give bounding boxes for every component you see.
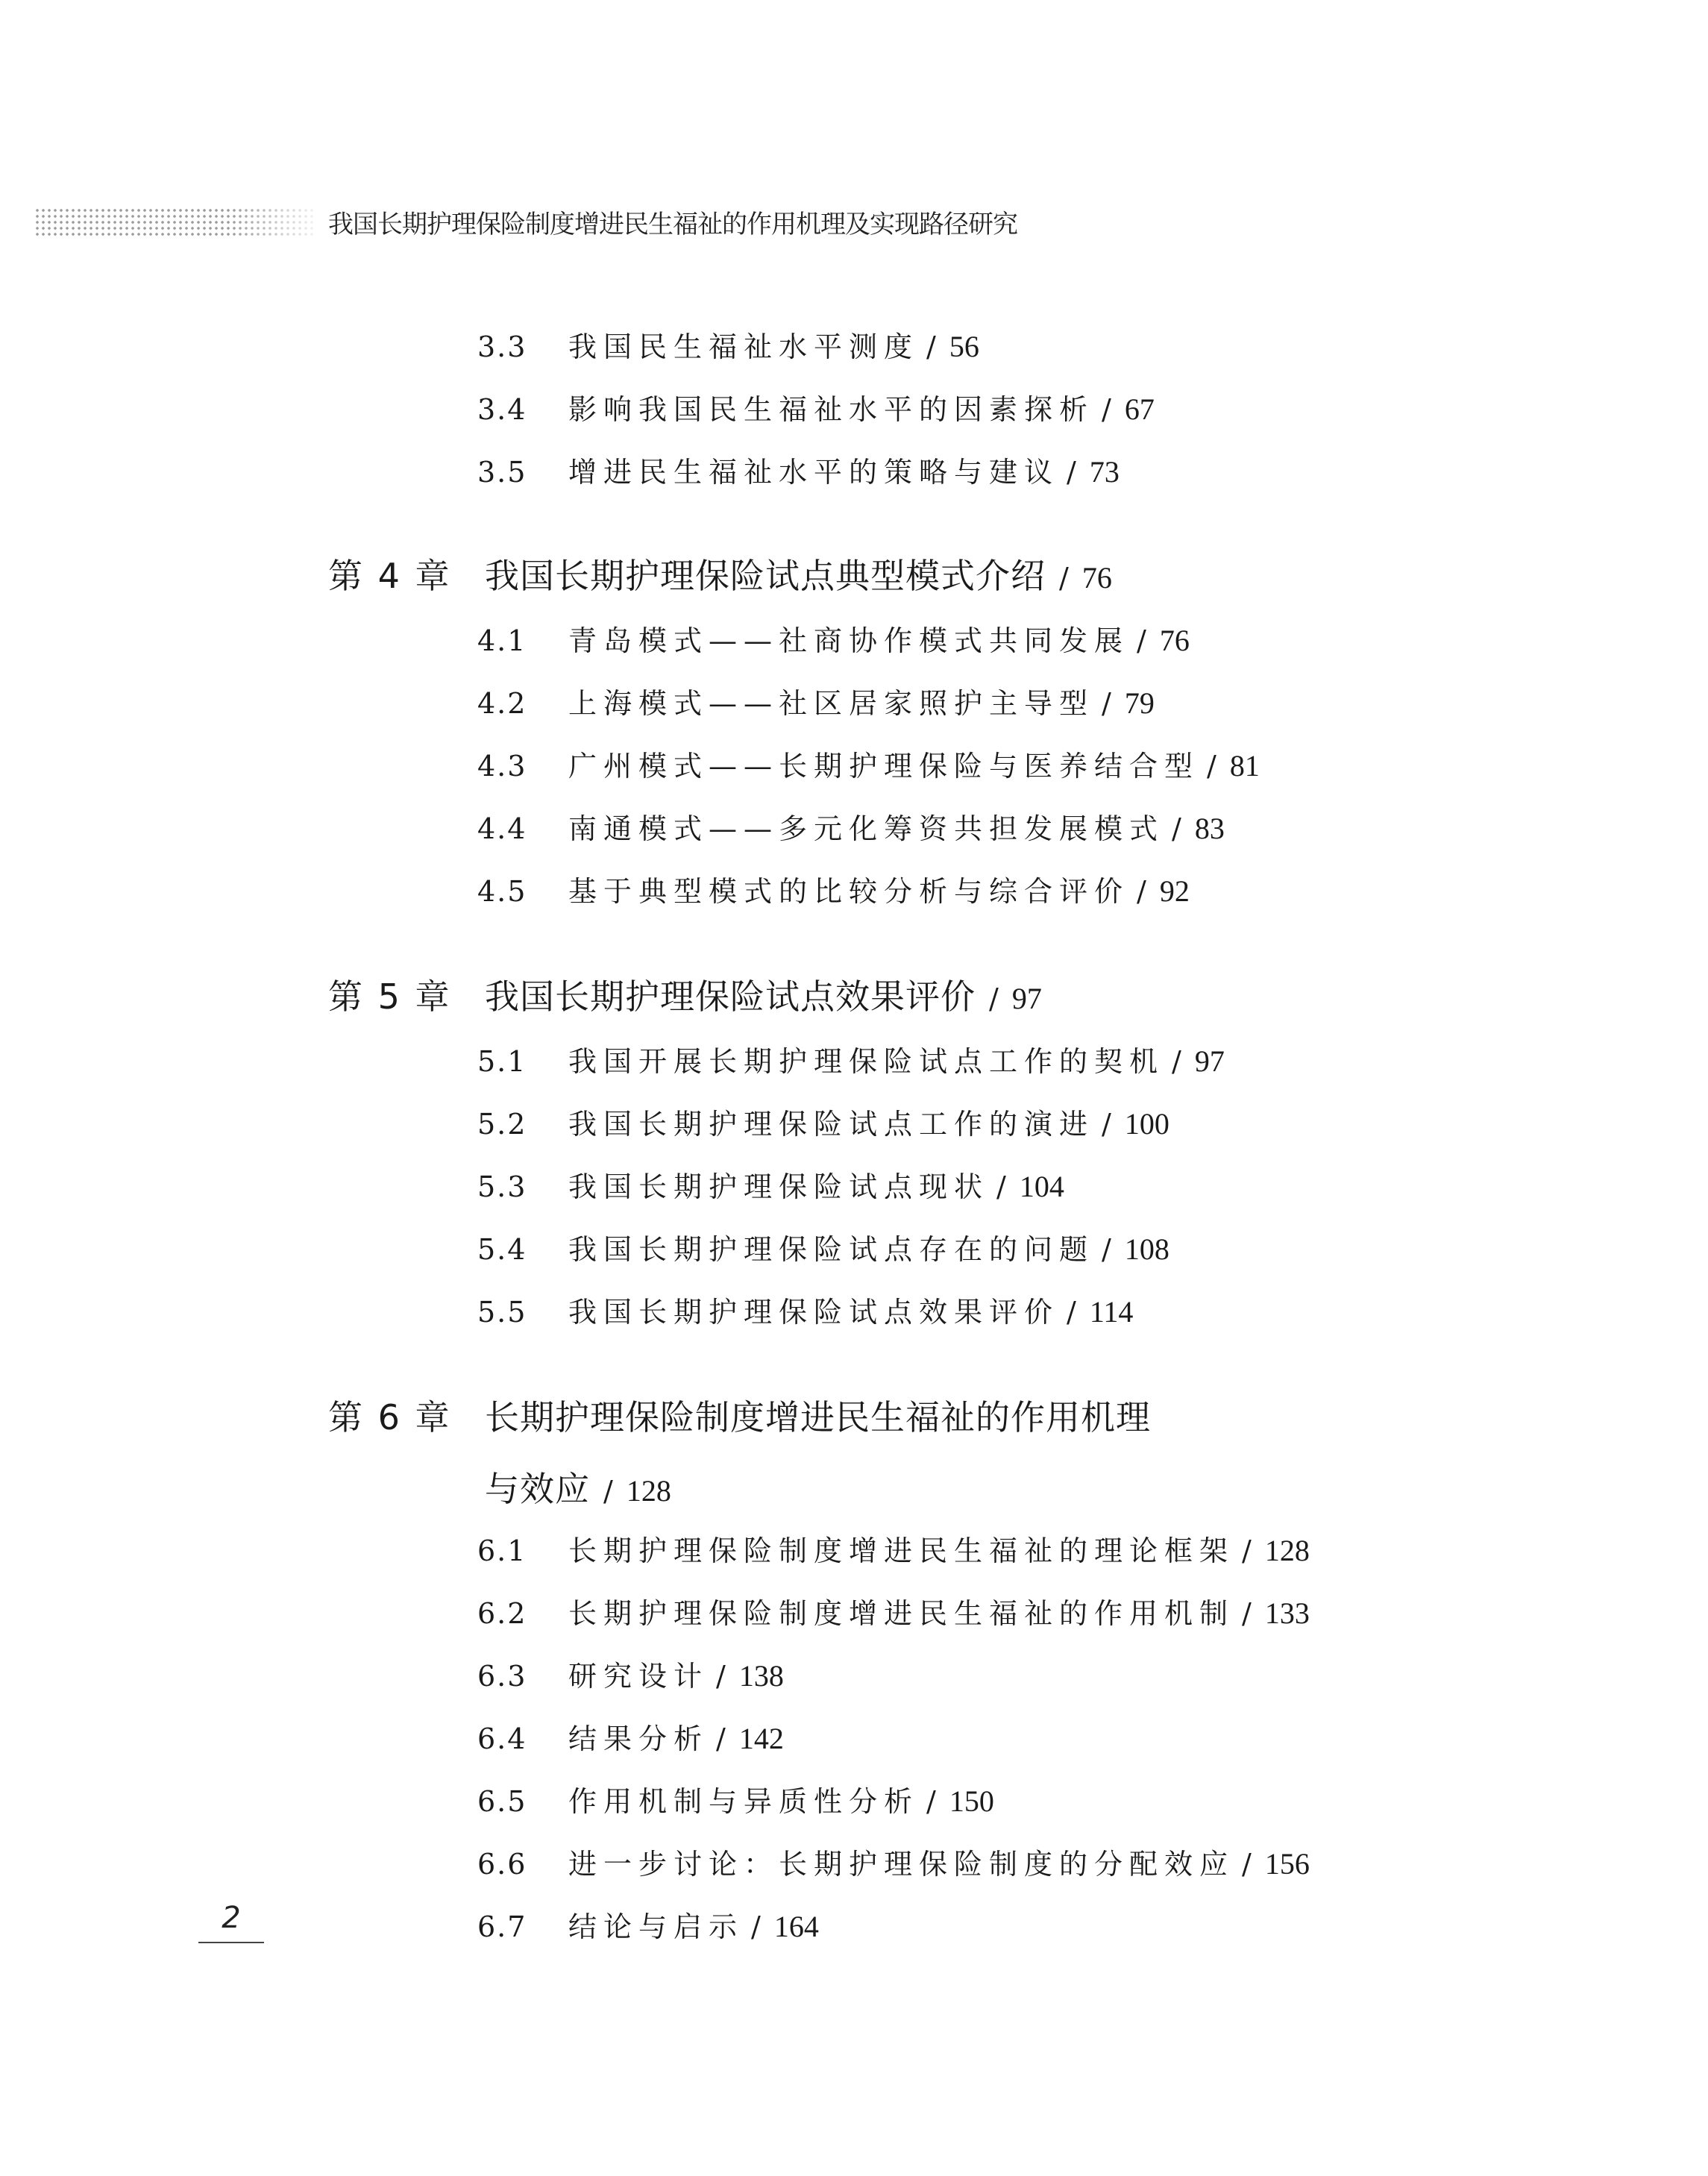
- page-separator: /: [1242, 1848, 1252, 1881]
- page-ref: 56: [949, 330, 979, 363]
- page-separator: /: [1172, 1045, 1181, 1078]
- section-number: 4.4: [477, 812, 527, 845]
- section-number: 4.2: [477, 687, 527, 720]
- section-number: 6.1: [477, 1534, 527, 1567]
- page-separator: /: [1172, 812, 1181, 845]
- section-number: 3.5: [477, 456, 527, 489]
- section-number: 6.2: [477, 1597, 527, 1630]
- page-ref: 83: [1194, 812, 1225, 845]
- section-title: 结论与启示: [568, 1910, 744, 1943]
- page-ref: 164: [773, 1910, 819, 1943]
- page-separator: /: [751, 1910, 761, 1943]
- section-title: 基于典型模式的比较分析与综合评价: [568, 875, 1130, 908]
- page-ref: 76: [1159, 624, 1190, 657]
- section-number: 6.5: [477, 1785, 527, 1818]
- section-title: 作用机制与异质性分析: [568, 1785, 920, 1818]
- section-title: 研究设计: [568, 1660, 709, 1693]
- page-ref: 73: [1089, 455, 1120, 489]
- page-number: 2: [222, 1901, 241, 1935]
- chapter-title: 长期护理保险制度增进民生福祉的作用机理: [485, 1397, 1151, 1437]
- page-ref: 138: [738, 1659, 784, 1693]
- chapter-number: 第 5 章: [328, 976, 452, 1017]
- section-title: 影响我国民生福祉水平的因素探析: [568, 393, 1095, 426]
- section-title: 上海模式——社区居家照护主导型: [568, 687, 1095, 720]
- section-number: 6.4: [477, 1722, 527, 1755]
- section-number: 4.5: [477, 875, 527, 908]
- section-number: 4.1: [477, 624, 527, 657]
- page-ref: 92: [1159, 874, 1190, 908]
- section-number: 6.6: [477, 1848, 527, 1881]
- page-ref: 128: [626, 1474, 671, 1508]
- section-number: 5.3: [477, 1170, 527, 1203]
- page-ref: 97: [1194, 1044, 1225, 1078]
- section-title: 广州模式——长期护理保险与医养结合型: [568, 750, 1200, 783]
- page-separator: /: [1242, 1597, 1252, 1630]
- section-number: 5.1: [477, 1045, 527, 1078]
- page-number-underline: [198, 1942, 264, 1943]
- page-separator: /: [1059, 562, 1069, 595]
- page-separator: /: [716, 1722, 726, 1755]
- page-separator: /: [1207, 750, 1216, 783]
- page-ref: 150: [949, 1784, 994, 1818]
- running-header-title: 我国长期护理保险制度增进民生福祉的作用机理及实现路径研究: [328, 210, 1017, 239]
- section-title: 南通模式——多元化筹资共担发展模式: [568, 812, 1165, 845]
- page-separator: /: [1102, 687, 1111, 720]
- page-separator: /: [716, 1660, 726, 1693]
- section-title: 我国长期护理保险试点工作的演进: [568, 1108, 1095, 1141]
- page-separator: /: [1102, 1108, 1111, 1141]
- chapter-title: 我国长期护理保险试点典型模式介绍: [485, 556, 1046, 596]
- page-separator: /: [1137, 624, 1146, 657]
- section-number: 3.4: [477, 393, 527, 426]
- page-ref: 128: [1264, 1534, 1310, 1567]
- section-title: 结果分析: [568, 1722, 709, 1755]
- section-title: 我国开展长期护理保险试点工作的契机: [568, 1045, 1165, 1078]
- page-separator: /: [1137, 875, 1146, 908]
- chapter-title-continued: 与效应: [485, 1469, 590, 1509]
- page-ref: 79: [1124, 686, 1155, 720]
- section-title: 进一步讨论：长期护理保险制度的分配效应: [568, 1848, 1235, 1881]
- chapter-title: 我国长期护理保险试点效果评价: [485, 976, 976, 1017]
- section-number: 3.3: [477, 330, 527, 363]
- page-separator: /: [996, 1170, 1006, 1203]
- section-number: 5.4: [477, 1233, 527, 1266]
- page-separator: /: [926, 1785, 936, 1818]
- section-title: 我国长期护理保险试点现状: [568, 1170, 990, 1203]
- section-number: 6.3: [477, 1660, 527, 1693]
- page-ref: 142: [738, 1722, 784, 1755]
- page-separator: /: [1102, 1233, 1111, 1266]
- section-title: 增进民生福祉水平的策略与建议: [568, 456, 1060, 489]
- page-ref: 104: [1019, 1170, 1064, 1203]
- header-dot-pattern: [34, 207, 313, 239]
- page-ref: 76: [1081, 561, 1112, 595]
- page-ref: 133: [1264, 1596, 1310, 1630]
- page-separator: /: [1102, 393, 1111, 426]
- page-ref: 156: [1264, 1847, 1310, 1881]
- page-separator: /: [989, 982, 999, 1015]
- page-ref: 97: [1011, 982, 1042, 1015]
- chapter-number: 第 6 章: [328, 1397, 452, 1437]
- section-title: 长期护理保险制度增进民生福祉的理论框架: [568, 1534, 1235, 1567]
- section-number: 5.5: [477, 1296, 527, 1329]
- page-ref: 108: [1124, 1232, 1169, 1266]
- section-title: 长期护理保险制度增进民生福祉的作用机制: [568, 1597, 1235, 1630]
- page-separator: /: [603, 1475, 613, 1508]
- section-number: 4.3: [477, 750, 527, 783]
- page-separator: /: [1067, 1296, 1076, 1329]
- page-ref: 67: [1124, 392, 1155, 426]
- chapter-number: 第 4 章: [328, 556, 452, 596]
- section-title: 青岛模式——社商协作模式共同发展: [568, 624, 1130, 657]
- page-ref: 114: [1089, 1295, 1134, 1329]
- page-separator: /: [1242, 1534, 1252, 1567]
- page-ref: 100: [1124, 1107, 1169, 1141]
- section-title: 我国长期护理保险试点存在的问题: [568, 1233, 1095, 1266]
- page-separator: /: [1067, 456, 1076, 489]
- page-separator: /: [926, 330, 936, 363]
- section-number: 6.7: [477, 1910, 527, 1943]
- section-title: 我国长期护理保险试点效果评价: [568, 1296, 1060, 1329]
- page-ref: 81: [1229, 749, 1260, 783]
- section-title: 我国民生福祉水平测度: [568, 330, 920, 363]
- section-number: 5.2: [477, 1108, 527, 1141]
